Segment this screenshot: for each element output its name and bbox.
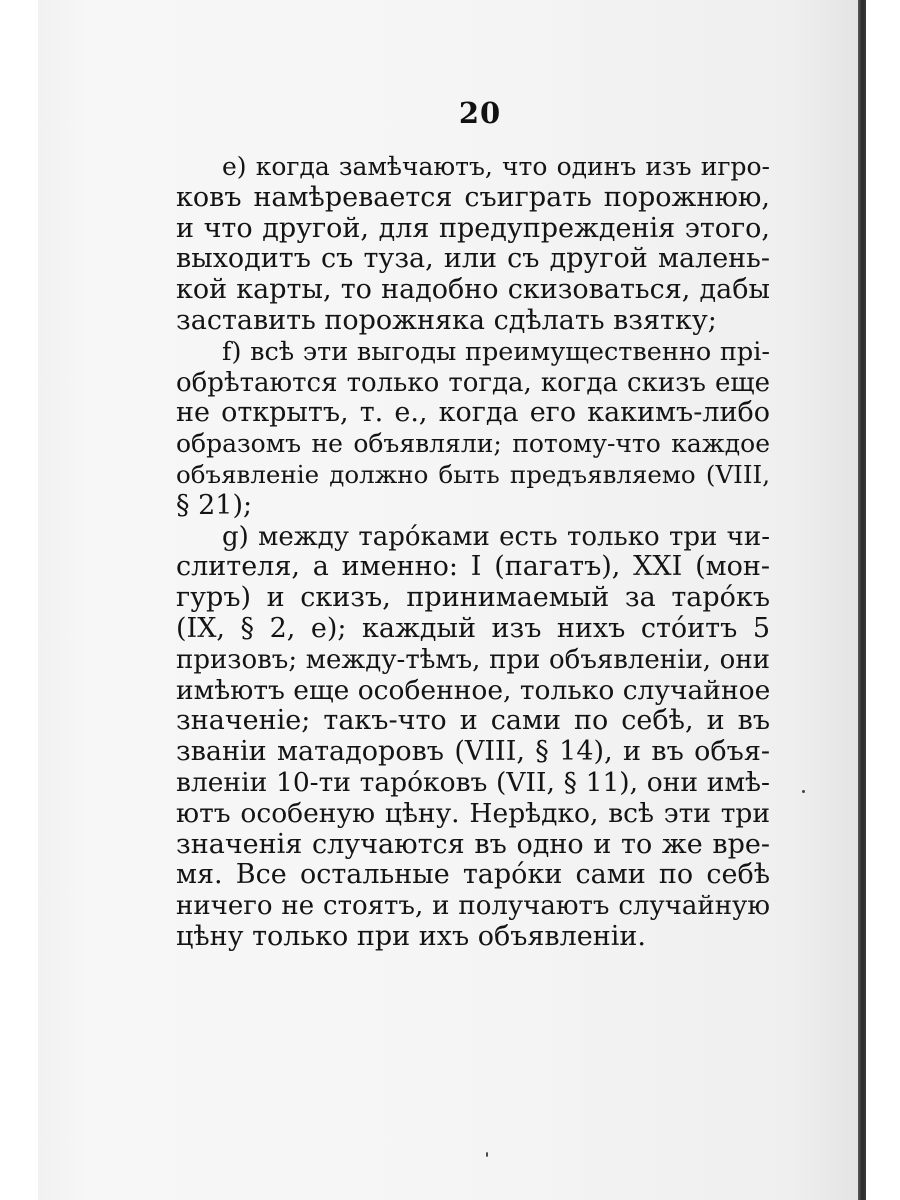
body-text <box>176 152 770 953</box>
text-line: званіи матадоровъ (VIII, § 14), и въ объя- <box>176 736 770 768</box>
text-line: слителя, а именно: I (пагатъ), XXI (мон- <box>176 551 770 583</box>
text-line: и что другой, для предупрежденія этого, <box>176 212 770 244</box>
text-line: вленіи 10-ти тарóковъ (VII, § 11), они имѣ- <box>176 766 770 798</box>
text-line: ютъ особеную цѣну. Нерѣдко, всѣ эти три <box>176 797 770 829</box>
text-line: значенія случаются въ одно и то же вре- <box>176 828 770 860</box>
text-line: гуръ) и скизъ, принимаемый за тарóкъ <box>176 582 770 614</box>
ink-speck <box>802 790 805 793</box>
text-line: кой карты, то надобно скизоваться, дабы <box>176 274 770 306</box>
paragraph-g <box>176 522 770 953</box>
text-line: объявленіе должно быть предъявляемо (VIII, <box>176 459 770 489</box>
ink-speck <box>486 1152 488 1157</box>
text-line: не открытъ, т. е., когда его какимъ-либо <box>176 397 770 429</box>
text-line: заставить порожняка сдѣлать взятку; <box>176 304 717 336</box>
page-edge-shadow <box>858 0 866 1200</box>
paragraph-e <box>176 152 770 337</box>
text-line: мя. Все остальные тарóки сами по себѣ <box>176 859 770 891</box>
text-line: имѣютъ еще особенное, только случайное <box>176 674 771 706</box>
page-number: 20 <box>458 96 502 130</box>
text-line: § 21); <box>176 489 253 521</box>
text-line: обрѣтаются только тогда, когда скизъ еще <box>176 367 770 398</box>
text-line: g) между тарóками есть только три чи- <box>222 521 770 552</box>
text-line: (IX, § 2, e); каждый изъ нихъ стóитъ 5 <box>176 612 770 644</box>
text-line: e) когда замѣчаютъ, что одинъ изъ игро- <box>222 152 770 181</box>
text-line: образомъ не объявляли; потому-что каждое <box>176 429 770 459</box>
text-line: цѣну только при ихъ объявленіи. <box>176 920 646 952</box>
text-line: f) всѣ эти выгоды преимущественно прі- <box>222 336 770 367</box>
text-line: ничего не стоятъ, и получаютъ случайную <box>176 891 770 922</box>
text-line: выходитъ съ туза, или съ другой малень- <box>176 243 770 275</box>
text-line: значеніе; такъ-что и сами по себѣ, и въ <box>176 705 770 737</box>
paragraph-f <box>176 337 770 522</box>
text-line: призовъ; между-тѣмъ, при объявленіи, они <box>176 644 770 675</box>
text-line: ковъ намѣревается съиграть порожнюю, <box>176 181 770 213</box>
